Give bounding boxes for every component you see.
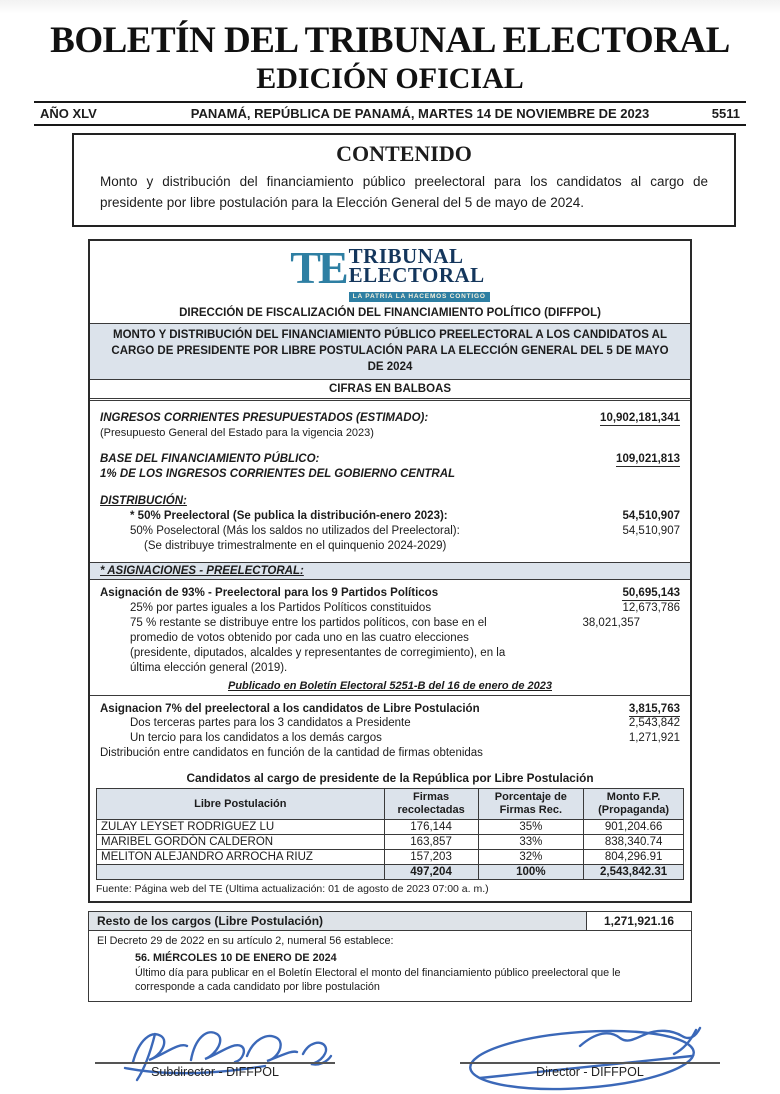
asignaciones-heading bbox=[90, 562, 690, 580]
logo-wordmark bbox=[348, 243, 490, 304]
distribucion-heading: DISTRIBUCIÓN: bbox=[100, 495, 187, 508]
source-note: Fuente: Página web del TE (Ultima actualización: 01 de agosto de 2023 07:00 a. m.) bbox=[96, 882, 489, 895]
table-header-row bbox=[97, 789, 684, 819]
total-empty-cell bbox=[97, 864, 385, 879]
subdirector-signature-line bbox=[95, 1062, 335, 1064]
edition-subtitle: EDICIÓN OFICIAL bbox=[256, 61, 524, 95]
asig7-item2-value: 1,271,921 bbox=[628, 732, 680, 745]
distribucion-section bbox=[90, 494, 690, 554]
candidate-monto: 901,204.66 bbox=[584, 819, 684, 834]
dateline bbox=[34, 101, 746, 126]
table-row bbox=[97, 849, 684, 864]
document-title-block: MONTO Y DISTRIBUCIÓN DEL FINANCIAMIENTO PÚBLICO PREELECTORAL A LOS CANDIDATOS AL CARGO DE PRESIDENTE POR LIBRE POSTULACIÓN PARA LA ELECCIÓN GENERAL DEL 5 DE MAYO DE 2024 bbox=[90, 323, 690, 380]
ingresos-label: INGRESOS CORRIENTES PRESUPUESTADOS (ESTIMADO): bbox=[100, 412, 429, 425]
base-label: BASE DEL FINANCIAMIENTO PÚBLICO: bbox=[100, 453, 320, 466]
total-monto: 2,543,842.31 bbox=[584, 864, 684, 879]
total-pct: 100% bbox=[478, 864, 584, 879]
te-monogram-icon: TE bbox=[290, 241, 346, 293]
asig93-item1-label: 25% por partes iguales a los Partidos Políticos constituidos bbox=[130, 601, 432, 614]
masthead-title: BOLETÍN DEL TRIBUNAL ELECTORAL bbox=[50, 20, 730, 61]
candidate-firmas: 163,857 bbox=[384, 834, 478, 849]
candidate-pct: 35% bbox=[478, 819, 584, 834]
direction-heading: DIRECCIÓN DE FISCALIZACIÓN DEL FINANCIAMIENTO POLÍTICO (DIFFPOL) bbox=[179, 307, 601, 320]
asignacion-7-section bbox=[90, 702, 690, 762]
candidates-table-title: Candidatos al cargo de presidente de la República por Libre Postulación bbox=[186, 771, 594, 786]
asig93-item2-label: 75 % restante se distribuye entre los partidos políticos, con base en el promedio de votos obtenido por cada uno en las cuatro elecciones (presidente, diputados, alcaldes y representantes de corregimiento), en la última elección general (2019). bbox=[130, 616, 506, 674]
subdirector-signature-block bbox=[95, 1016, 335, 1094]
base-note: 1% DE LOS INGRESOS CORRIENTES DEL GOBIERNO CENTRAL bbox=[100, 468, 456, 481]
candidate-name: ZULAY LEYSET RODRIGUEZ LU bbox=[97, 819, 385, 834]
director-signature-block bbox=[460, 1016, 720, 1094]
director-signature-icon bbox=[460, 1016, 720, 1094]
candidate-firmas: 157,203 bbox=[384, 849, 478, 864]
header-firmas: Firmas recolectadas bbox=[384, 789, 478, 819]
asig7-item1-value: 2,543,842 bbox=[628, 717, 680, 730]
subdirector-label: Subdirector - DIFFPOL bbox=[151, 1064, 279, 1079]
preelectoral-label: * 50% Preelectoral (Se publica la distribución-enero 2023): bbox=[130, 510, 448, 523]
signatures bbox=[95, 1016, 720, 1094]
header-libre-postulacion: Libre Postulación bbox=[97, 789, 385, 819]
asig7-label: Asignacion 7% del preelectoral a los candidatos de Libre Postulación bbox=[100, 702, 480, 715]
resto-bar bbox=[88, 911, 692, 931]
asig93-item2-value: 38,021,357 bbox=[582, 616, 640, 629]
cifras-heading: CIFRAS EN BALBOAS bbox=[90, 380, 690, 401]
asig93-value: 50,695,143 bbox=[622, 586, 680, 599]
candidate-monto: 804,296.91 bbox=[584, 849, 684, 864]
total-firmas: 497,204 bbox=[384, 864, 478, 879]
poselectoral-note: (Se distribuye trimestralmente en el quinquenio 2024-2029) bbox=[144, 539, 447, 552]
decree-box bbox=[88, 931, 692, 1002]
resto-label: Resto de los cargos (Libre Postulación) bbox=[89, 912, 587, 930]
director-label: Director - DIFFPOL bbox=[536, 1064, 644, 1079]
masthead bbox=[0, 0, 780, 126]
header-monto: Monto F.P. (Propaganda) bbox=[584, 789, 684, 819]
preelectoral-value: 54,510,907 bbox=[622, 510, 680, 523]
director-signature-line bbox=[460, 1062, 720, 1064]
contenido-title: CONTENIDO bbox=[336, 141, 472, 167]
ingresos-note: (Presupuesto General del Estado para la vigencia 2023) bbox=[100, 426, 374, 439]
candidate-pct: 33% bbox=[478, 834, 584, 849]
asig7-value: 3,815,763 bbox=[628, 702, 680, 715]
logo-line1: TRIBUNAL bbox=[348, 243, 464, 268]
contenido-box bbox=[72, 133, 736, 227]
base-section bbox=[90, 452, 690, 482]
resto-value: 1,271,921.16 bbox=[587, 912, 691, 930]
asig7-note: Distribución entre candidatos en función de la cantidad de firmas obtenidas bbox=[100, 747, 483, 760]
issue-number: 5511 bbox=[711, 106, 740, 122]
ingresos-value: 10,902,181,341 bbox=[600, 412, 680, 425]
year-label: AÑO XLV bbox=[40, 106, 97, 122]
asig7-item2-label: Un tercio para los candidatos a los demás cargos bbox=[130, 732, 382, 745]
decree-item: 56. MIÉRCOLES 10 DE ENERO DE 2024 bbox=[135, 952, 337, 965]
table-total-row bbox=[97, 864, 684, 879]
resto-section bbox=[88, 911, 692, 1002]
candidates-table bbox=[96, 788, 684, 879]
published-note-text: Publicado en Boletín Electoral 5251-B del 16 de enero de 2023 bbox=[227, 679, 552, 692]
logo-tagline: LA PATRIA LA HACEMOS CONTIGO bbox=[349, 292, 490, 302]
candidate-name: MELITON ALEJANDRO ARROCHA RIUZ bbox=[97, 849, 385, 864]
header-porcentaje: Porcentaje de Firmas Rec. bbox=[478, 789, 584, 819]
poselectoral-label: 50% Poselectoral (Más los saldos no utilizados del Preelectoral): bbox=[130, 525, 460, 537]
asignaciones-heading-text: * ASIGNACIONES - PREELECTORAL: bbox=[100, 564, 304, 577]
candidate-name: MARIBEL GORDÓN CALDERON bbox=[97, 834, 385, 849]
decree-intro: El Decreto 29 de 2022 en su artículo 2, numeral 56 establece: bbox=[97, 934, 394, 947]
decree-body: Último día para publicar en el Boletín Electoral el monto del financiamiento público preelectoral que le corresponde a cada candidato por libre postulación bbox=[135, 966, 621, 994]
tribunal-electoral-logo bbox=[90, 241, 690, 306]
candidate-pct: 32% bbox=[478, 849, 584, 864]
contenido-body: Monto y distribución del financiamiento público preelectoral para los candidatos al cargo de presidente por libre postulación para la Elección General del 5 de mayo de 2024. bbox=[100, 174, 708, 210]
asig7-item1-label: Dos terceras partes para los 3 candidatos a Presidente bbox=[130, 717, 411, 730]
asig93-item1-value: 12,673,786 bbox=[622, 601, 680, 614]
poselectoral-value: 54,510,907 bbox=[622, 525, 680, 537]
base-value: 109,021,813 bbox=[616, 453, 680, 466]
published-note bbox=[90, 676, 690, 696]
table-row bbox=[97, 834, 684, 849]
asignacion-93-section bbox=[90, 586, 690, 676]
table-row bbox=[97, 819, 684, 834]
ingresos-section bbox=[90, 411, 690, 440]
candidate-firmas: 176,144 bbox=[384, 819, 478, 834]
document-box bbox=[88, 239, 692, 903]
logo-line2: ELECTORAL bbox=[348, 263, 485, 288]
candidate-monto: 838,340.74 bbox=[584, 834, 684, 849]
asig93-label: Asignación de 93% - Preelectoral para los 9 Partidos Políticos bbox=[100, 586, 439, 599]
dateline-text: PANAMÁ, REPÚBLICA DE PANAMÁ, MARTES 14 DE NOVIEMBRE DE 2023 bbox=[190, 106, 650, 122]
